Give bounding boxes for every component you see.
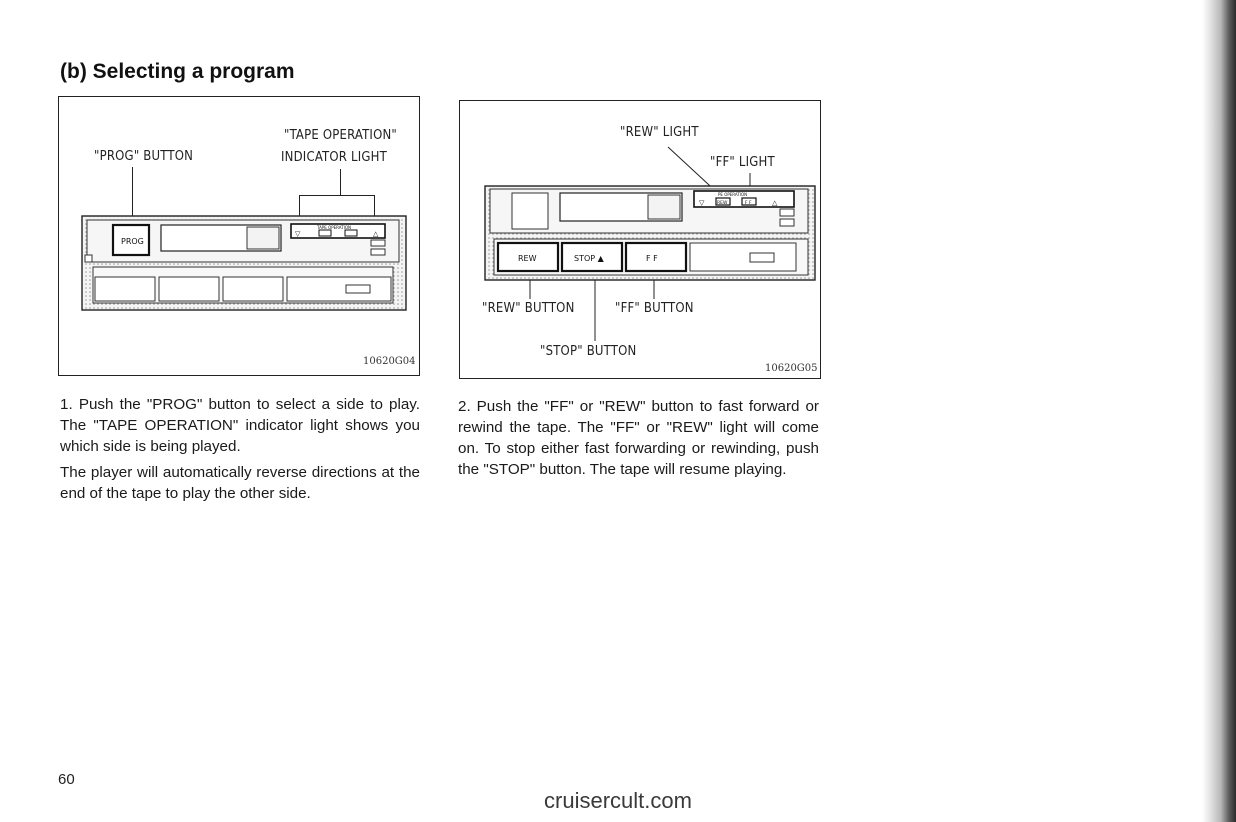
paragraph-auto-reverse: The player will automatically reverse directions at the end of the tape to play the other side. (60, 464, 420, 502)
svg-text:PE OPERATION: PE OPERATION (718, 192, 748, 197)
figure-panel-prog (58, 96, 420, 376)
label-ff-light: "FF" LIGHT (710, 155, 775, 170)
cassette-deck-illustration (81, 215, 407, 311)
label-rew-button: "REW" BUTTON (482, 301, 575, 316)
paragraph-ff-rew-step: 2. Push the "FF" or "REW" button to fast forward or rewind the tape. The "FF" or "REW" light will come on. To stop either fast forwarding or rewinding, push the "STOP" button. The tape will resume playing. (458, 398, 819, 478)
svg-text:TAPE OPERATION: TAPE OPERATION (317, 225, 351, 230)
leader-tape-op-stem (340, 169, 341, 195)
svg-text:▽: ▽ (295, 230, 301, 238)
label-tape-operation-line1: "TAPE OPERATION" (284, 128, 398, 143)
paragraph-prog-step: 1. Push the "PROG" button to select a side to play. The "TAPE OPERATION" indicator light shows you which side is being played. (60, 396, 420, 455)
svg-text:STOP ▲: STOP ▲ (574, 254, 604, 263)
figure-panel-ff-rew (459, 100, 821, 379)
label-tape-operation-line2: INDICATOR LIGHT (281, 150, 387, 165)
page-number: 60 (58, 771, 75, 788)
label-rew-light: "REW" LIGHT (620, 125, 699, 140)
label-prog-button: "PROG" BUTTON (94, 149, 194, 164)
figure-code-left: 10620G04 (363, 356, 416, 367)
label-stop-button: "STOP" BUTTON (540, 344, 637, 359)
svg-text:F F: F F (745, 201, 752, 206)
svg-text:F F: F F (646, 254, 658, 263)
svg-text:△: △ (772, 199, 778, 207)
svg-text:REW: REW (518, 254, 537, 263)
svg-text:PROG: PROG (121, 237, 144, 246)
figure-code-right: 10620G05 (765, 363, 818, 374)
left-column-text (60, 394, 420, 504)
cassette-deck-illustration-ff (484, 185, 816, 281)
label-ff-button: "FF" BUTTON (615, 301, 694, 316)
book-binding-shadow (1202, 0, 1236, 822)
svg-text:△: △ (373, 230, 379, 238)
watermark-footer: cruisercult.com (544, 788, 692, 813)
leader-tape-op-bar (299, 195, 374, 196)
svg-text:REW: REW (717, 201, 728, 206)
right-column-text (458, 396, 819, 480)
svg-text:▽: ▽ (699, 199, 705, 207)
section-heading: (b) Selecting a program (60, 60, 295, 83)
